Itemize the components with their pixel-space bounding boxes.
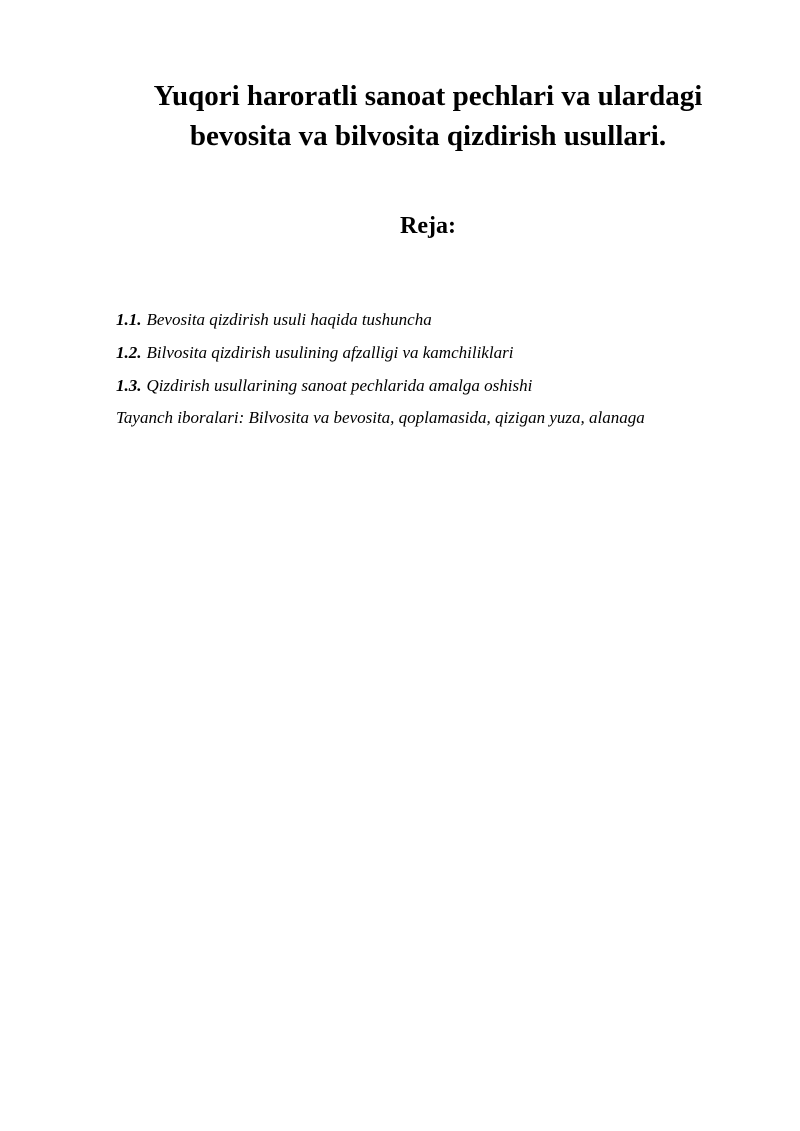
plan-item-text: Bevosita qizdirish usuli haqida tushuncha [146, 310, 432, 329]
plan-item-number: 1.1. [116, 310, 142, 329]
plan-item-text: Bilvosita qizdirish usulining afzalligi va kamchiliklari [146, 343, 514, 362]
document-title-line-1: Yuqori haroratli sanoat pechlari va ulardagi [153, 80, 703, 112]
plan-item [116, 340, 756, 366]
keywords-line: Tayanch iboralari: Bilvosita va bevosita, qoplamasida, qizigan yuza, alanaga [116, 408, 645, 427]
plan-item [116, 373, 756, 399]
document-title [100, 76, 756, 156]
plan-item [116, 307, 756, 333]
document-title-line-2: bevosita va bilvosita qizdirish usullari. [189, 120, 667, 152]
plan-item-number: 1.2. [116, 343, 142, 362]
plan-heading: Reja: [400, 213, 456, 239]
plan-item-number: 1.3. [116, 376, 142, 395]
plan-list [116, 307, 756, 406]
plan-item-text: Qizdirish usullarining sanoat pechlarida amalga oshishi [146, 376, 533, 395]
